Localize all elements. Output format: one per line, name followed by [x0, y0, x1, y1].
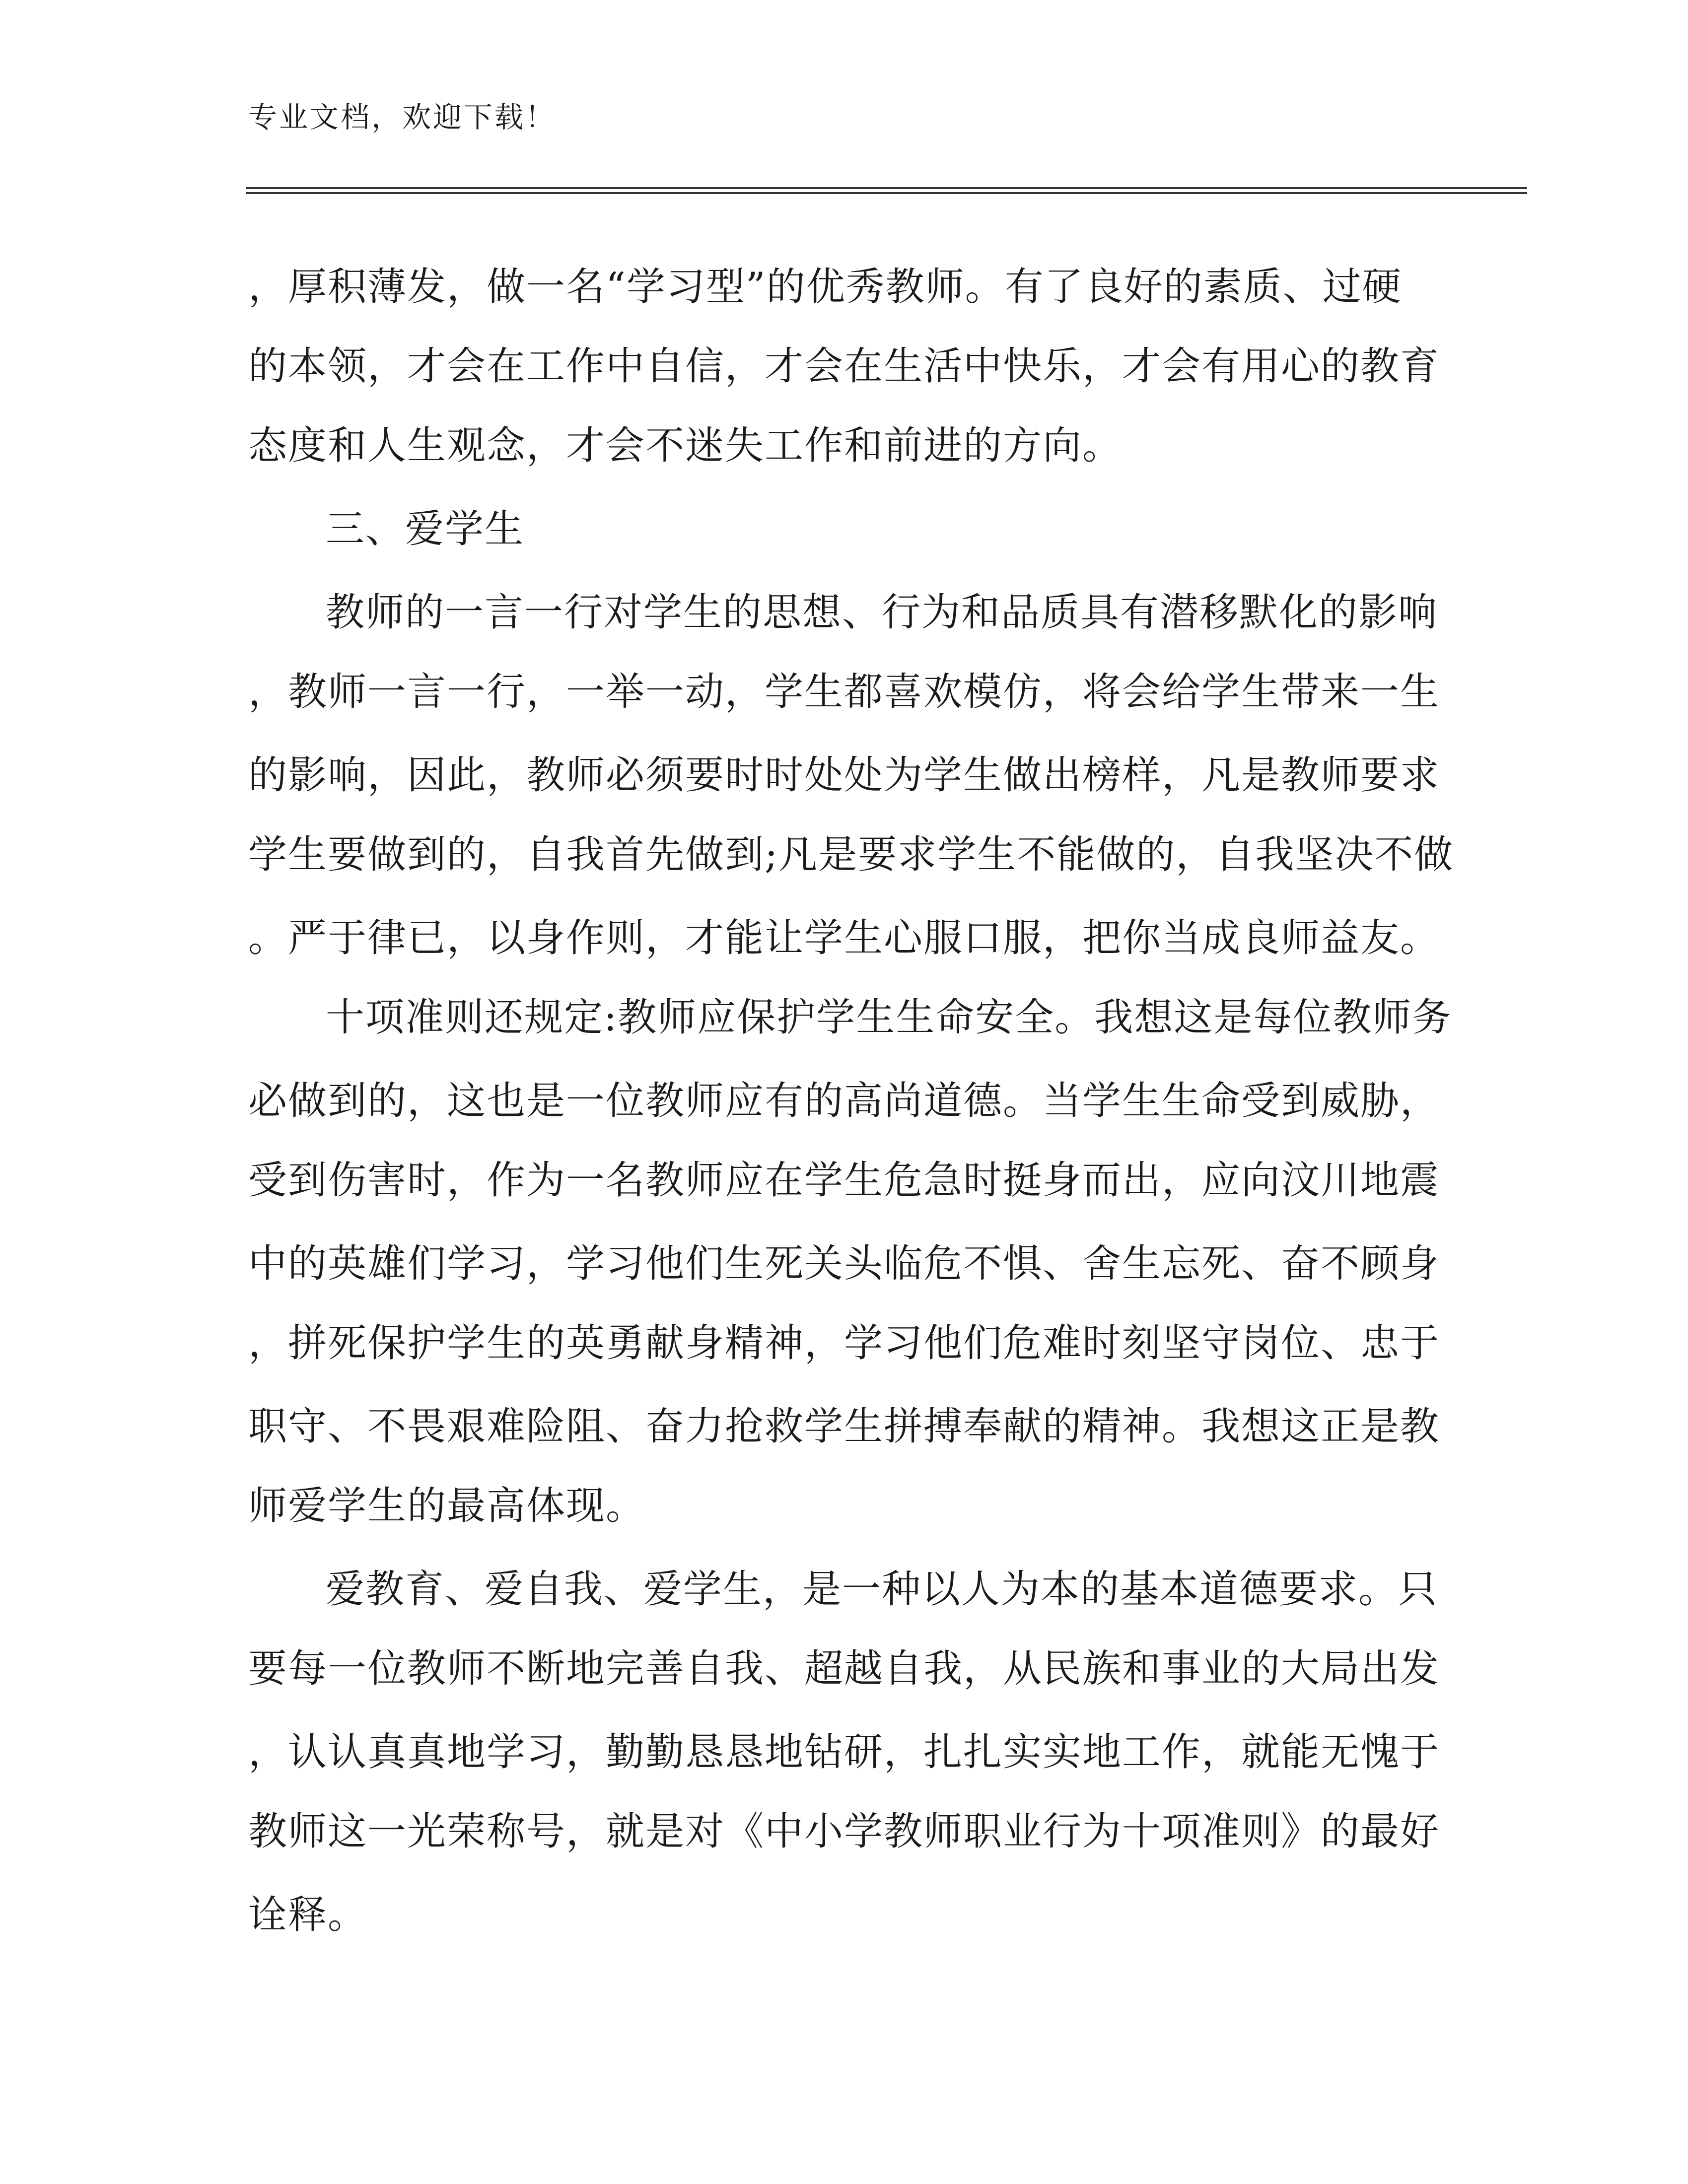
text-line: 教师这一光荣称号，就是对《中小学教师职业行为十项准则》的最好 — [248, 1809, 1440, 1854]
text-line: 教师的一言一行对学生的思想、行为和品质具有潜移默化的影响 — [326, 590, 1438, 635]
text-line: 诠释。 — [248, 1893, 368, 1937]
text-line: 职守、不畏艰难险阻、奋力抢救学生拼搏奉献的精神。我想这正是教 — [248, 1404, 1440, 1449]
text-line: 必做到的，这也是一位教师应有的高尚道德。当学生生命受到威胁， — [248, 1079, 1440, 1123]
text-line: 爱教育、爱自我、爱学生，是一种以人为本的基本道德要求。只 — [326, 1567, 1438, 1612]
page-header: 专业文档，欢迎下载！ — [248, 100, 557, 134]
section-heading: 三、爱学生 — [326, 507, 525, 551]
text-line: 的影响，因此，教师必须要时时处处为学生做出榜样，凡是教师要求 — [248, 753, 1440, 798]
text-line: ，厚积薄发，做一名“学习型”的优秀教师。有了良好的素质、过硬 — [248, 265, 1402, 309]
text-line: 中的英雄们学习，学习他们生死关头临危不惧、舍生忘死、奋不顾身 — [248, 1241, 1440, 1286]
text-line: 受到伤害时，作为一名教师应在学生危急时挺身而出，应向汶川地震 — [248, 1158, 1440, 1203]
header-divider — [246, 187, 1527, 194]
text-line: 要每一位教师不断地完善自我、超越自我，从民族和事业的大局出发 — [248, 1646, 1440, 1691]
text-line: 学生要做到的，自我首先做到;凡是要求学生不能做的，自我坚决不做 — [248, 832, 1454, 877]
text-line: ，教师一言一行，一举一动，学生都喜欢模仿，将会给学生带来一生 — [248, 670, 1440, 714]
text-line: 师爱学生的最高体现。 — [248, 1484, 646, 1528]
text-line: ，认认真真地学习，勤勤恳恳地钻研，扎扎实实地工作，就能无愧于 — [248, 1730, 1440, 1774]
text-line: ，拼死保护学生的英勇献身精神，学习他们危难时刻坚守岗位、忠于 — [248, 1321, 1440, 1365]
text-line: 。严于律已，以身作则，才能让学生心服口服，把你当成良师益友。 — [248, 916, 1440, 960]
text-line: 十项准则还规定:教师应保护学生生命安全。我想这是每位教师务 — [326, 995, 1452, 1040]
text-line: 的本领，才会在工作中自信，才会在生活中快乐，才会有用心的教育 — [248, 344, 1440, 389]
text-line: 态度和人生观念，才会不迷失工作和前进的方向。 — [248, 423, 1123, 468]
